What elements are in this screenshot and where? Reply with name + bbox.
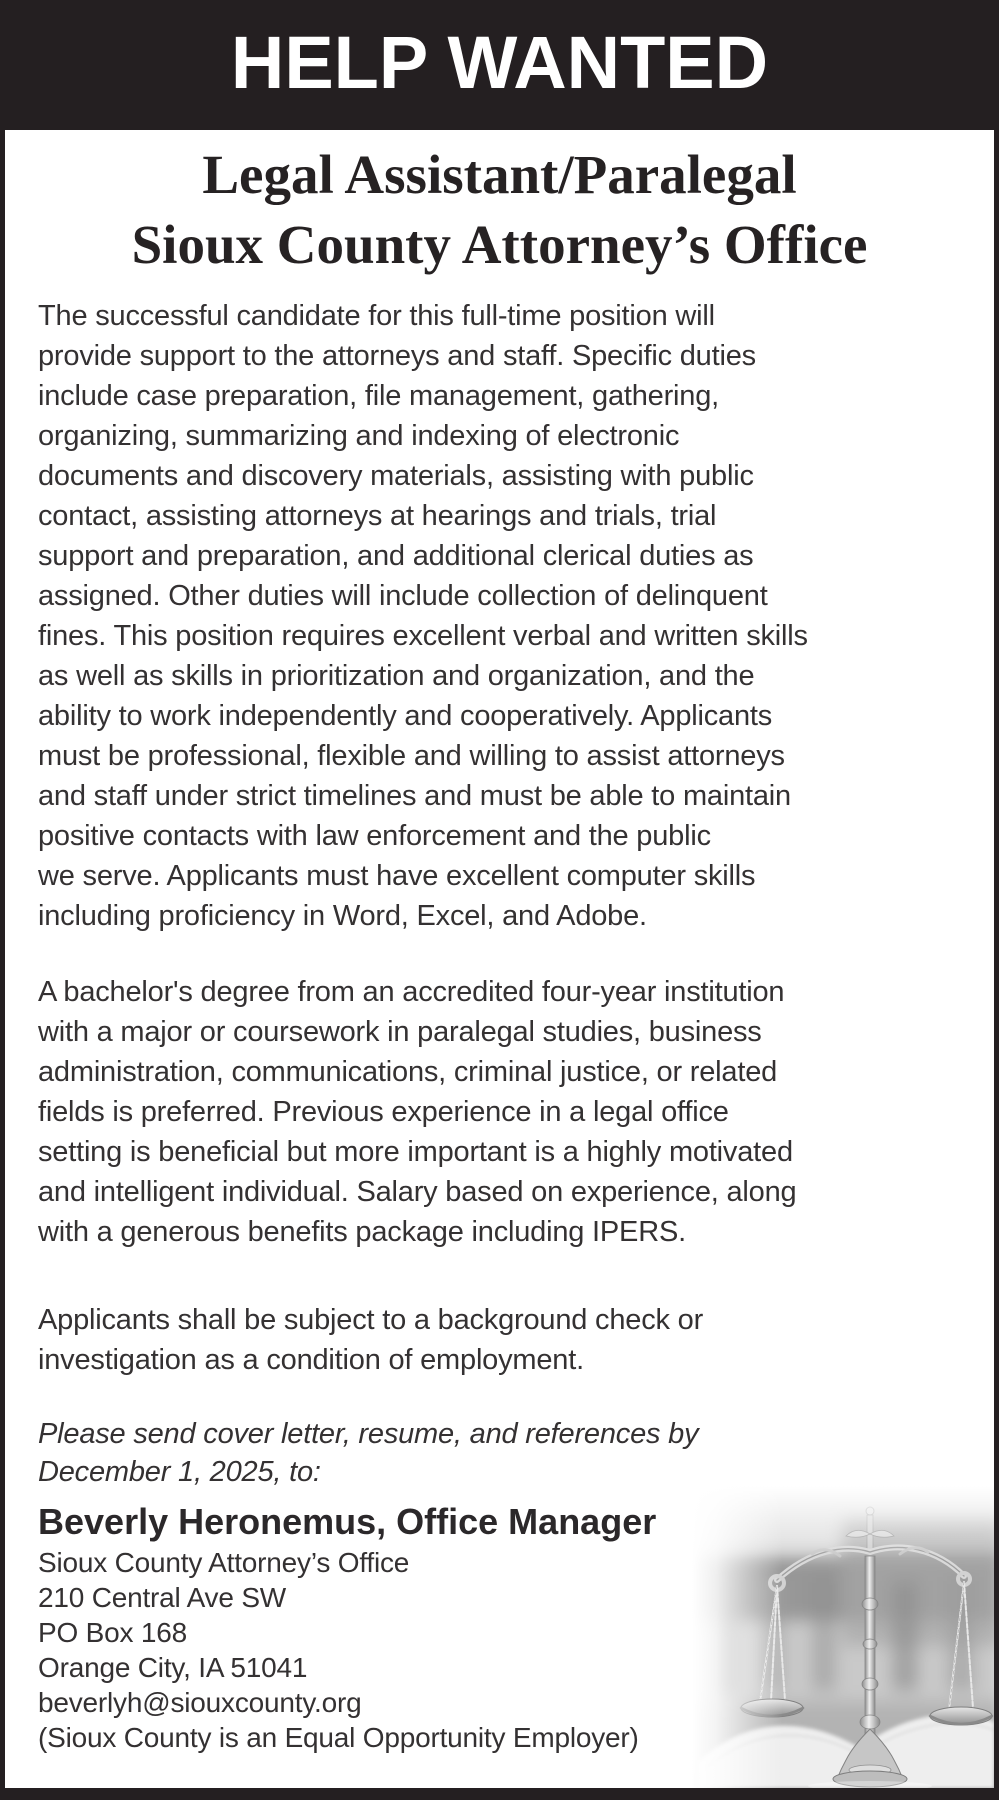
- scales-of-justice-photo: [692, 1486, 994, 1788]
- text-line: must be professional, flexible and willing to assist attorneys: [38, 740, 785, 772]
- ad-title-line-2: Sioux County Attorney’s Office: [131, 214, 868, 275]
- banner: [0, 0, 999, 130]
- text-line: contact, assisting attorneys at hearings and trials, trial: [38, 500, 717, 532]
- text-line: including proficiency in Word, Excel, and Adobe.: [38, 900, 647, 932]
- text-line: include case preparation, file management, gathering,: [38, 380, 719, 412]
- text-line: (Sioux County is an Equal Opportunity Employer): [38, 1722, 639, 1753]
- text-line: fields is preferred. Previous experience in a legal office: [38, 1096, 729, 1128]
- contact-address: [38, 1545, 698, 1755]
- right-border: [994, 0, 999, 1800]
- text-line: assigned. Other duties will include collection of delinquent: [38, 580, 768, 612]
- text-line: positive contacts with law enforcement and the public: [38, 820, 711, 852]
- text-line: with a generous benefits package including IPERS.: [38, 1216, 686, 1248]
- contact-name: Beverly Heronemus, Office Manager: [38, 1501, 657, 1542]
- text-line: December 1, 2025, to:: [38, 1456, 321, 1488]
- text-line: as well as skills in prioritization and organization, and the: [38, 660, 755, 692]
- application-instructions: [38, 1415, 978, 1491]
- banner-title: HELP WANTED: [230, 20, 769, 104]
- text-line: setting is beneficial but more important is a highly motivated: [38, 1136, 793, 1168]
- text-line: Please send cover letter, resume, and references by: [38, 1418, 699, 1450]
- text-line: Orange City, IA 51041: [38, 1652, 308, 1683]
- text-line: and intelligent individual. Salary based on experience, along: [38, 1176, 797, 1208]
- text-line: we serve. Applicants must have excellent computer skills: [38, 860, 756, 892]
- text-line: provide support to the attorneys and staff. Specific duties: [38, 340, 756, 372]
- text-line: and staff under strict timelines and must be able to maintain: [38, 780, 791, 812]
- text-line: fines. This position requires excellent verbal and written skills: [38, 620, 808, 652]
- ad-title: [5, 140, 994, 280]
- text-line: administration, communications, criminal justice, or related: [38, 1056, 778, 1088]
- text-line: beverlyh@siouxcounty.org: [38, 1687, 362, 1718]
- text-line: PO Box 168: [38, 1617, 187, 1648]
- text-line: 210 Central Ave SW: [38, 1582, 287, 1613]
- text-line: with a major or coursework in paralegal studies, business: [38, 1016, 762, 1048]
- text-line: The successful candidate for this full-time position will: [38, 300, 715, 332]
- ad-title-line-1: Legal Assistant/Paralegal: [202, 144, 797, 205]
- text-line: investigation as a condition of employment.: [38, 1344, 584, 1376]
- scales-of-justice-illustration: [692, 1486, 994, 1788]
- text-line: ability to work independently and cooperatively. Applicants: [38, 700, 773, 732]
- text-line: Applicants shall be subject to a background check or: [38, 1304, 704, 1336]
- text-line: support and preparation, and additional clerical duties as: [38, 540, 754, 572]
- body-paragraph-duties: [38, 296, 978, 936]
- text-line: organizing, summarizing and indexing of electronic: [38, 420, 680, 452]
- text-line: documents and discovery materials, assisting with public: [38, 460, 754, 492]
- text-line: A bachelor's degree from an accredited four-year institution: [38, 976, 785, 1008]
- text-line: Sioux County Attorney’s Office: [38, 1547, 410, 1578]
- body-paragraph-qualifications: [38, 972, 978, 1252]
- body-paragraph-background-check: [38, 1300, 978, 1380]
- bottom-border: [0, 1788, 999, 1800]
